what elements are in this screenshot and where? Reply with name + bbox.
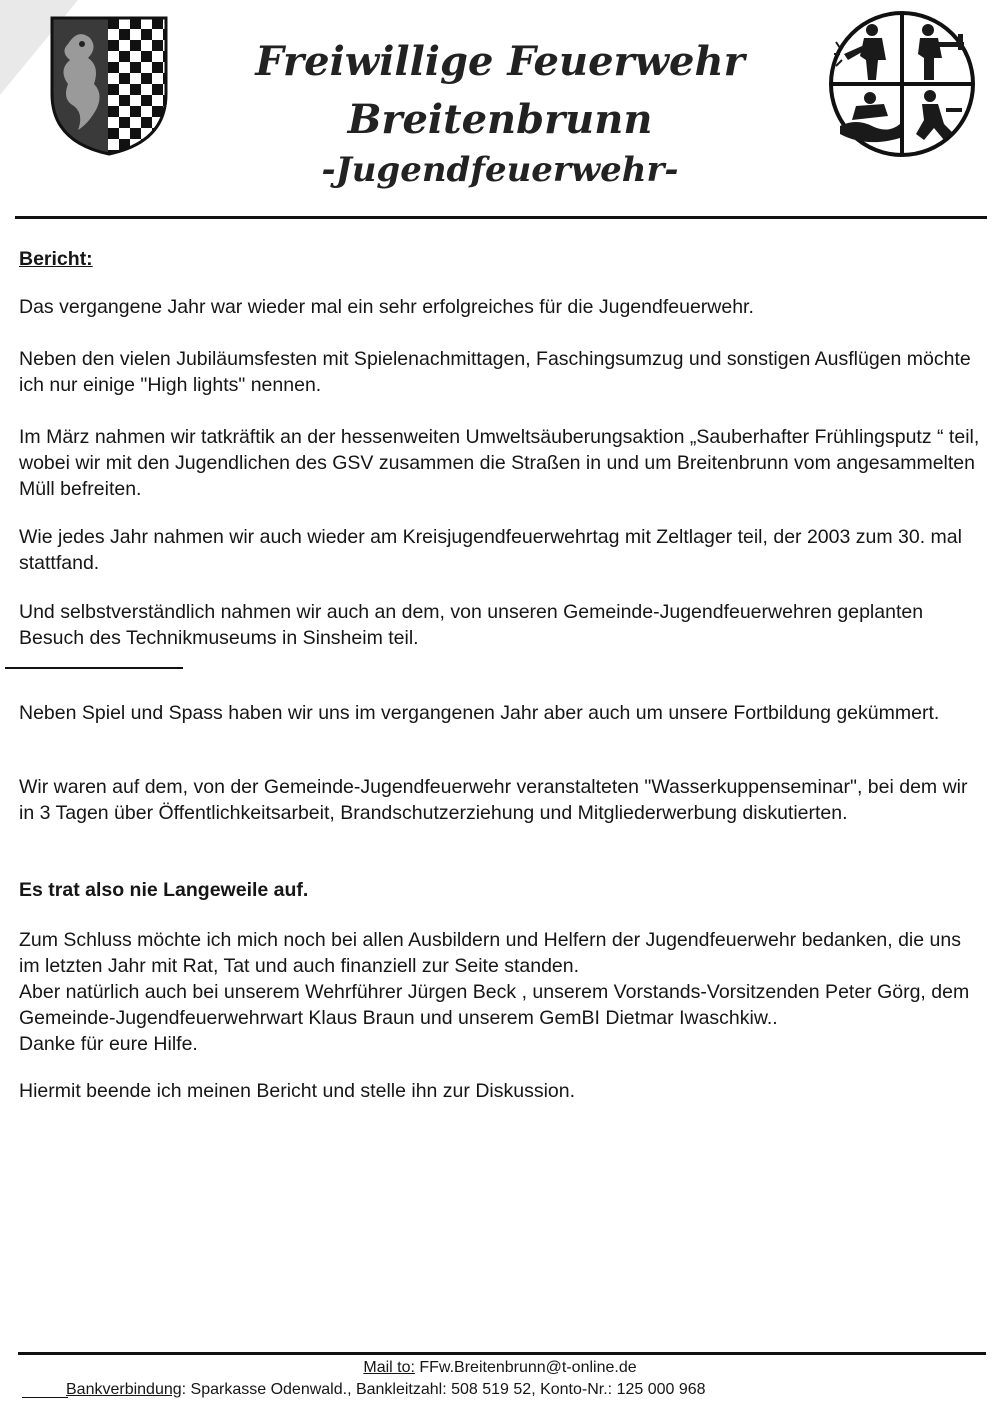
report-paragraph: Und selbstverständlich nahmen wir auch an dem, von unseren Gemeinde-Jugendfeuerwehren geplanten Besuch des Technikmuseums in Sinsheim teil. (19, 601, 924, 649)
org-subtitle: -Jugendfeuerwehr- (321, 150, 679, 190)
bank-details: : Sparkasse Odenwald., Bankleitzahl: 508 519 52, Konto-Nr.: 125 000 968 (181, 1381, 706, 1398)
org-location: Breitenbrunn (347, 96, 653, 143)
report-paragraph: Im März nahmen wir tatkräftik an der hessenweiten Umweltsäuberungsaktion „Sauberhafter Frühlingsputz “ teil, wobei wir mit den Jugendlichen des GSV zusammen die Straßen in und um Breitenbrunn vom angesammelten Müll befreiten. (19, 426, 980, 500)
org-title: Freiwillige Feuerwehr (255, 38, 745, 85)
footer-bank (66, 1380, 966, 1400)
mail-label: Mail to: (363, 1359, 415, 1376)
report-heading: Bericht: (19, 248, 93, 270)
fire-brigade-emblem-icon (826, 8, 978, 160)
header-divider (15, 216, 987, 219)
section-divider (5, 667, 183, 669)
report-paragraph: Neben den vielen Jubiläumsfesten mit Spielenachmittagen, Faschingsumzug und sonstigen Ausflügen möchte ich nur einige "High lights" nennen. (19, 348, 971, 396)
report-paragraph: Das vergangene Jahr war wieder mal ein sehr erfolgreiches für die Jugendfeuerwehr. (19, 296, 754, 318)
coat-of-arms-icon (48, 14, 170, 156)
report-paragraph: Wir waren auf dem, von der Gemeinde-Jugendfeuerwehr veranstalteten "Wasserkuppenseminar", bei dem wir in 3 Tagen über Öffentlichkeitsarbeit, Brandschutzerziehung und Mitgliederwerbung diskutierten. (19, 776, 968, 824)
footer-mail (0, 1358, 1000, 1378)
bank-leader-line (22, 1397, 68, 1398)
footer-divider (18, 1352, 986, 1355)
bank-label: Bankverbindung (66, 1381, 182, 1398)
mail-address[interactable]: FFw.Breitenbrunn@t-online.de (414, 1359, 637, 1376)
report-paragraph: Wie jedes Jahr nahmen wir auch wieder am Kreisjugendfeuerwehrtag mit Zeltlager teil, der 2003 zum 30. mal stattfand. (19, 526, 962, 574)
report-emphasis: Es trat also nie Langeweile auf. (19, 879, 309, 901)
report-paragraph: Hiermit beende ich meinen Bericht und stelle ihn zur Diskussion. (19, 1080, 576, 1102)
report-paragraph: Neben Spiel und Spass haben wir uns im vergangenen Jahr aber auch um unsere Fortbildung gekümmert. (19, 702, 940, 724)
report-paragraph: Zum Schluss möchte ich mich noch bei allen Ausbildern und Helfern der Jugendfeuerwehr bedanken, die uns im letzten Jahr mit Rat, Tat und auch finanziell zur Seite standen. Aber natürlich auch bei unserem Wehrführer Jürgen Beck , unserem Vorstands-Vorsitzenden Peter Görg, dem Gemeinde-Jugendfeuerwehrwart Klaus Braun und unserem GemBI Dietmar Iwaschkiw.. Danke für eure Hilfe. (19, 929, 970, 1055)
